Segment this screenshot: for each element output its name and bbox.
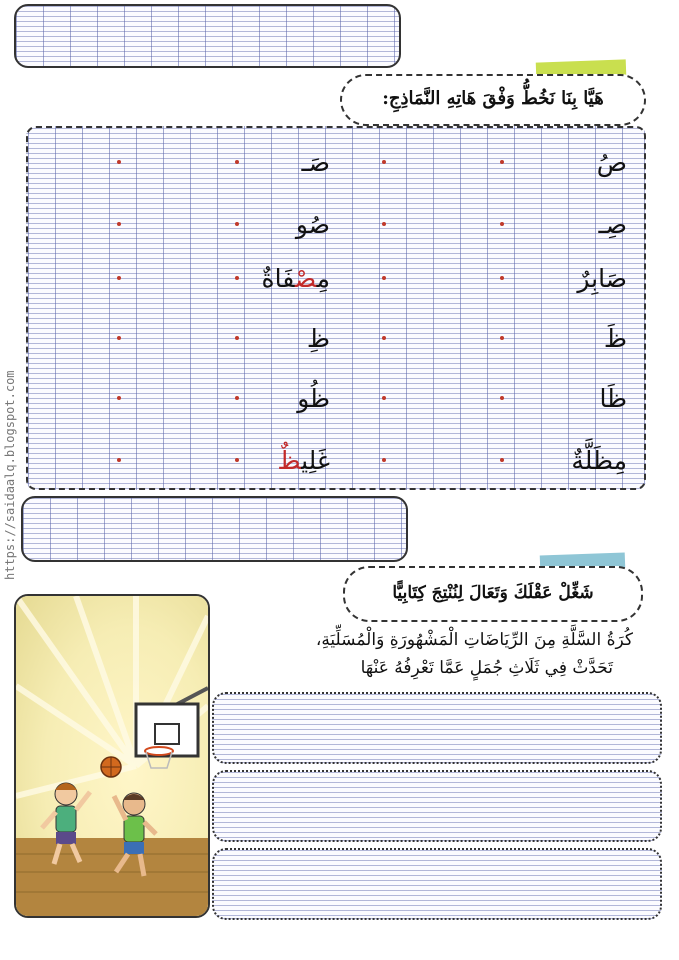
basketball-illustration bbox=[14, 594, 210, 918]
guide-dot bbox=[500, 336, 504, 340]
site-watermark: https://saidaalq.blogspot.com bbox=[3, 370, 17, 580]
guide-dot bbox=[235, 276, 239, 280]
guide-dot bbox=[500, 160, 504, 164]
model-word: ظَا bbox=[599, 384, 627, 413]
model-word: صِـ bbox=[598, 210, 627, 239]
guide-dot bbox=[500, 458, 504, 462]
guide-dot bbox=[500, 222, 504, 226]
example-word: صَـ bbox=[301, 148, 330, 177]
example-word: ظِ bbox=[306, 324, 330, 353]
prompt-line-1: كُرَةُ السَّلَّةِ مِنَ الرِّيَاضَاتِ الْمَشْهُورَةِ وَالْمُسَلِّيَةِ، bbox=[315, 630, 633, 650]
guide-dot bbox=[500, 276, 504, 280]
guide-dot bbox=[382, 336, 386, 340]
guide-dot bbox=[117, 276, 121, 280]
instruction-text-2: شَغِّلْ عَقْلَكَ وَتَعَالَ لِنُنْتِجَ كِتَابِيًّا bbox=[392, 583, 594, 603]
example-word: مِصْفَاةٌ bbox=[261, 264, 330, 293]
example-word: ظُو bbox=[297, 384, 330, 413]
writing-box-answer-1[interactable] bbox=[212, 692, 662, 764]
guide-dot bbox=[382, 458, 386, 462]
practice-grid[interactable] bbox=[26, 126, 646, 490]
guide-dot bbox=[117, 222, 121, 226]
model-word: صُ bbox=[596, 148, 627, 177]
writing-box-answer-2[interactable] bbox=[212, 770, 662, 842]
guide-dot bbox=[382, 160, 386, 164]
guide-dot bbox=[382, 276, 386, 280]
instruction-pill-2 bbox=[343, 566, 643, 622]
guide-dot bbox=[117, 336, 121, 340]
prompt-line-2: تَحَدَّثْ فِي ثَلَاثِ جُمَلٍ عَمَّا تَعْرِفُهُ عَنْهَا bbox=[360, 658, 613, 678]
guide-dot bbox=[117, 396, 121, 400]
model-word: مِظَلَّةٌ bbox=[571, 446, 627, 475]
guide-dot bbox=[117, 458, 121, 462]
guide-dot bbox=[235, 222, 239, 226]
writing-box-top[interactable] bbox=[14, 4, 401, 68]
guide-dot bbox=[500, 396, 504, 400]
example-word: صُو bbox=[295, 210, 330, 239]
model-word: صَابِرٌ bbox=[577, 264, 627, 293]
model-word: ظَ bbox=[603, 324, 627, 353]
guide-dot bbox=[235, 160, 239, 164]
writing-box-answer-3[interactable] bbox=[212, 848, 662, 920]
guide-dot bbox=[382, 396, 386, 400]
guide-dot bbox=[117, 160, 121, 164]
guide-dot bbox=[235, 336, 239, 340]
instruction-text-1: هَيَّا بِنَا نَخُطُّ وَفْقَ هَاتِهِ النَّمَاذِجِ: bbox=[382, 88, 604, 109]
guide-dot bbox=[382, 222, 386, 226]
writing-box-middle[interactable] bbox=[21, 496, 408, 562]
instruction-pill-1 bbox=[340, 74, 646, 126]
guide-dot bbox=[235, 396, 239, 400]
example-word: غَلِيظ bbox=[277, 446, 330, 475]
basketball-scene bbox=[16, 596, 208, 916]
guide-dot bbox=[235, 458, 239, 462]
